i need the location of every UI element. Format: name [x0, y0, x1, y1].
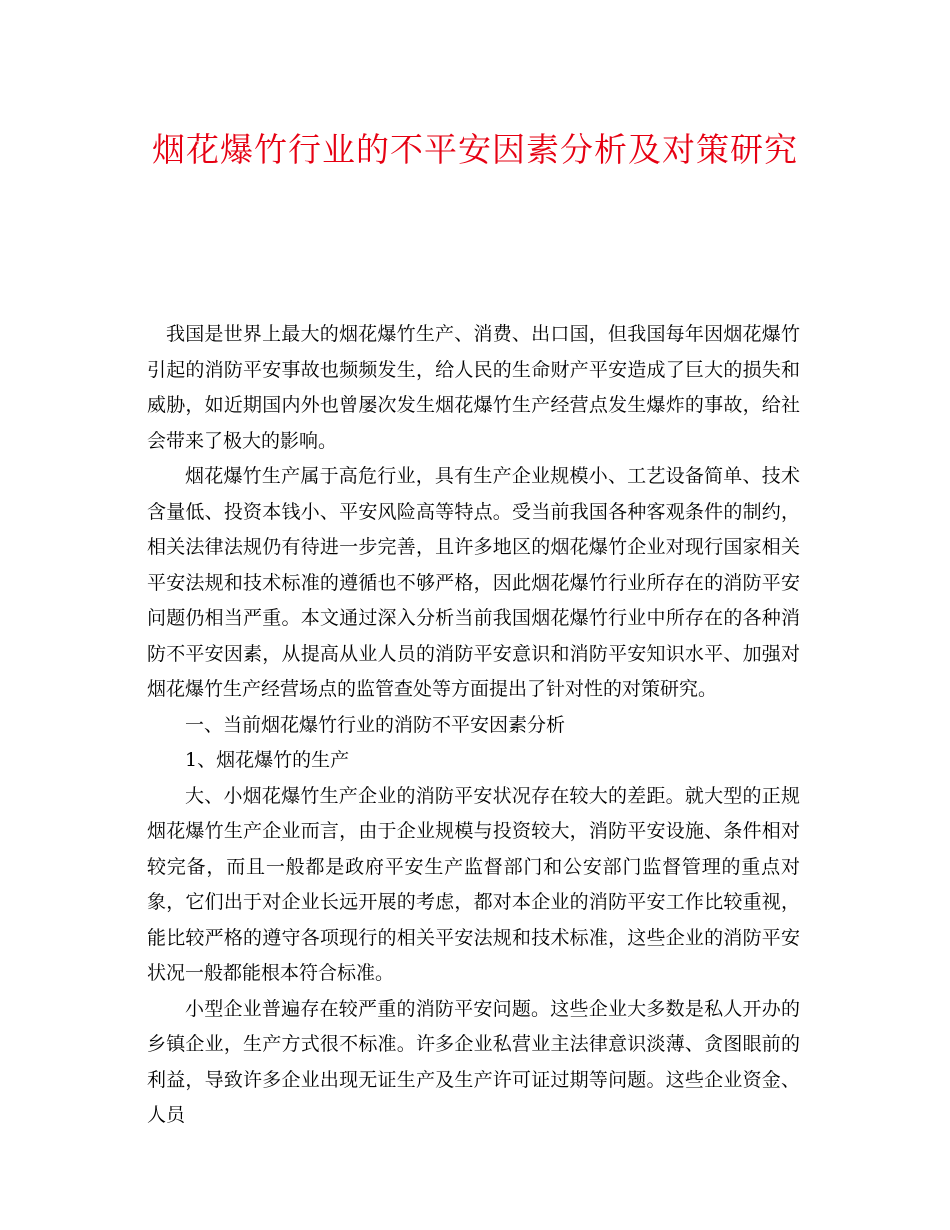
- subsection-heading: 1、烟花爆竹的生产: [185, 749, 350, 771]
- paragraph-intro: 我国是世界上最大的烟花爆竹生产、消费、出口国，但我国每年因烟花爆竹引起的消防平安事故也频频发生，给人民的生命财产平安造成了巨大的损失和威胁，如近期国内外也曾屡次发生烟花爆竹生产经营点发生爆炸的事故，给社会带来了极大的影响。: [147, 323, 800, 452]
- section-heading: 一、当前烟花爆竹行业的消防不平安因素分析: [185, 713, 566, 736]
- document-body: [147, 317, 800, 1134]
- document-title: 烟花爆竹行业的不平安因素分析及对策研究: [152, 130, 798, 169]
- paragraph-large-enterprises: 大、小烟花爆竹生产企业的消防平安状况存在较大的差距。就大型的正规烟花爆竹生产企业而言，由于企业规模与投资较大，消防平安设施、条件相对较完备，而且一般都是政府平安生产监督部门和公安部门监督管理的重点对象，它们出于对企业长远开展的考虑，都对本企业的消防平安工作比较重视，能比较严格的遵守各项现行的相关平安法规和技术标准，这些企业的消防平安状况一般都能根本符合标准。: [147, 784, 800, 984]
- paragraph-small-enterprises: 小型企业普遍存在较严重的消防平安问题。这些企业大多数是私人开办的乡镇企业，生产方式很不标准。许多企业私营业主法律意识淡薄、贪图眼前的利益，导致许多企业出现无证生产及生产许可证过期等问题。这些企业资金、人员: [147, 997, 800, 1126]
- paragraph-industry-features: 烟花爆竹生产属于高危行业，具有生产企业规模小、工艺设备简单、技术含量低、投资本钱小、平安风险高等特点。受当前我国各种客观条件的制约，相关法律法规仍有待进一步完善，且许多地区的烟花爆竹企业对现行国家相关平安法规和技术标准的遵循也不够严格，因此烟花爆竹行业所存在的消防平安问题仍相当严重。本文通过深入分析当前我国烟花爆竹行业中所存在的各种消防不平安因素，从提高从业人员的消防平安意识和消防平安知识水平、加强对烟花爆竹生产经营场点的监管查处等方面提出了针对性的对策研究。: [147, 465, 800, 700]
